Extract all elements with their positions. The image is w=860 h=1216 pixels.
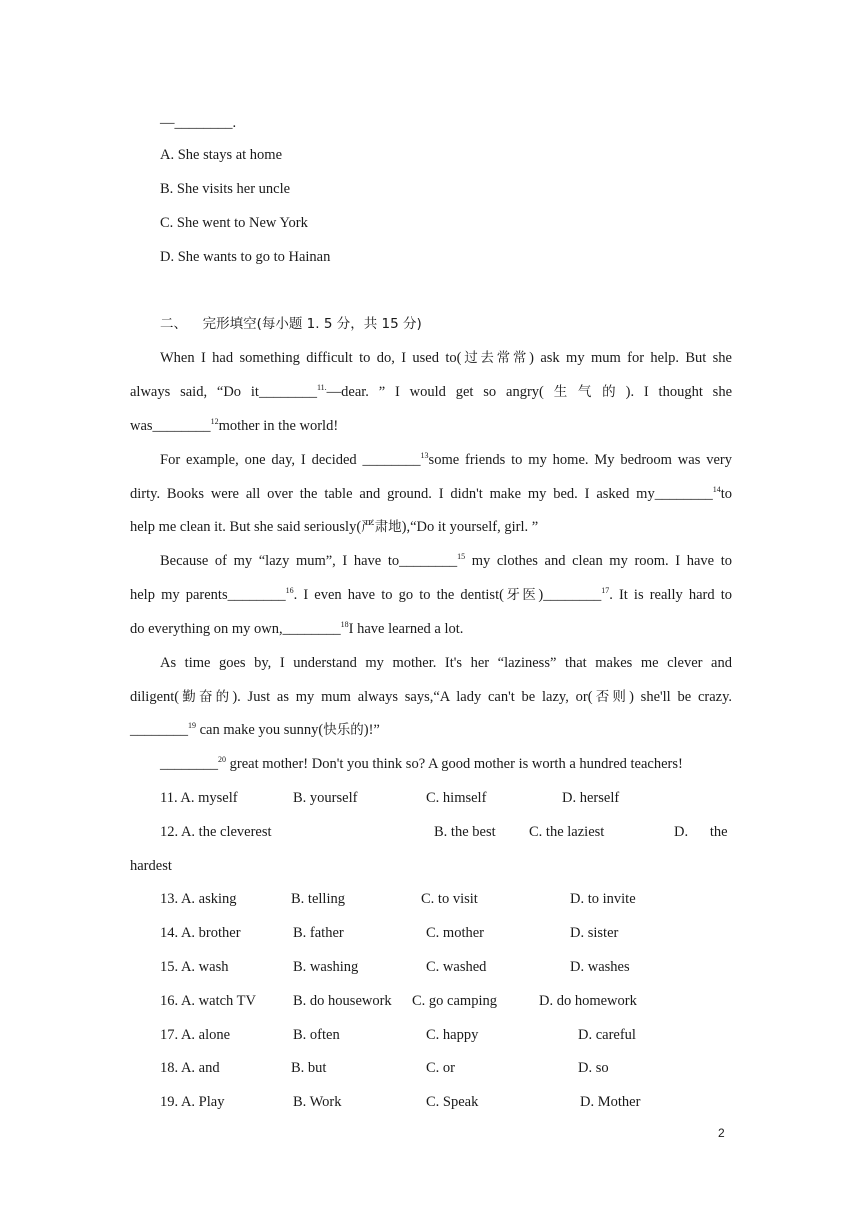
choice-d: D. so [578,1060,609,1076]
choice-b: B. the best [434,824,496,840]
choice-d: D. the [674,824,728,840]
question-blank-line: —________. [160,115,237,131]
choice-c: C. mother [426,925,484,941]
passage-line: help my parents________$^{16}$. I even have to go to the dentist(牙医)________$^{17}$. It is really hard to [130,586,732,603]
choice-b: B. telling [291,891,345,907]
option-c: C. She went to New York [160,215,308,231]
passage-line: When I had something difficult to do, I used to(过去常常) ask my mum for help. But she [160,350,732,366]
choice-a: 17. A. alone [160,1027,231,1043]
option-d: D. She wants to go to Hainan [160,249,331,265]
choice-b: B. Work [293,1094,342,1110]
choice-b: B. do housework [293,993,392,1009]
option-b: B. She visits her uncle [160,181,291,197]
choice-a: 13. A. asking [160,891,237,907]
choice-c: C. or [426,1060,455,1076]
choice-b: B. yourself [293,790,358,806]
passage-line: ________$^{20}$ great mother! Don't you think so? A good mother is worth a hundred teachers! [160,755,683,772]
passage-line: help me clean it. But she said seriously(严肃地),“Do it yourself, girl. ” [130,519,539,535]
choice-d: D. herself [562,790,620,806]
passage-line: Because of my “lazy mum”, I have to________$^{15}$ my clothes and clean my room. I have to [160,552,732,569]
choice-d: D. Mother [580,1094,641,1110]
passage-line: ________$^{19}$ can make you sunny(快乐的)!” [130,721,380,738]
choice-a: 14. A. brother [160,925,241,941]
choice-c: C. Speak [426,1094,479,1110]
choice-d: D. careful [578,1027,636,1043]
section-title: 完形填空(每小题 1. 5 分，共 15 分) [202,316,422,332]
option-a: A. She stays at home [160,147,283,163]
passage-line: dirty. Books were all over the table and ground. I didn't make my bed. I asked my________$^{14}$to [130,485,732,502]
passage-line: For example, one day, I decided ________$^{13}$some friends to my home. My bedroom was very [160,451,732,468]
choice-a: 11. A. myself [160,790,238,806]
choice-d: D. sister [570,925,619,941]
choice-a: 15. A. wash [160,959,229,975]
choice-c: C. happy [426,1027,479,1043]
section-heading [160,314,732,334]
choice-c: C. to visit [421,891,478,907]
page-number: 2 [718,1126,725,1140]
choice-c: C. go camping [412,993,497,1009]
section-number: 二、 [160,316,187,332]
choice-c: C. washed [426,959,487,975]
choice-b: B. often [293,1027,340,1043]
question-row-wrap: hardest [130,858,172,874]
choice-b: B. washing [293,959,359,975]
choice-d: D. do homework [539,993,637,1009]
choice-a: 19. A. Play [160,1094,225,1110]
choice-a: 16. A. watch TV [160,993,256,1009]
passage-line: was________$^{12}$mother in the world! [130,417,339,434]
choice-a: 12. A. the cleverest [160,824,272,840]
choice-c: C. the laziest [529,824,605,840]
passage-line: diligent(勤奋的). Just as my mum always says,“A lady can't be lazy, or(否则) she'll be crazy. [130,689,733,705]
passage-line: always said, “Do it________$^{11.}$—dear. ” I would get so angry( 生 气 的 ). I thought she [130,383,733,400]
choice-b: B. but [291,1060,327,1076]
choice-c: C. himself [426,790,487,806]
choice-d: D. to invite [570,891,636,907]
passage-line: As time goes by, I understand my mother. It's her “laziness” that makes me clever and [160,655,732,671]
choice-b: B. father [293,925,344,941]
passage-line: do everything on my own,________$^{18}$I have learned a lot. [130,620,464,637]
choice-a: 18. A. and [160,1060,220,1076]
choice-d: D. washes [570,959,630,975]
